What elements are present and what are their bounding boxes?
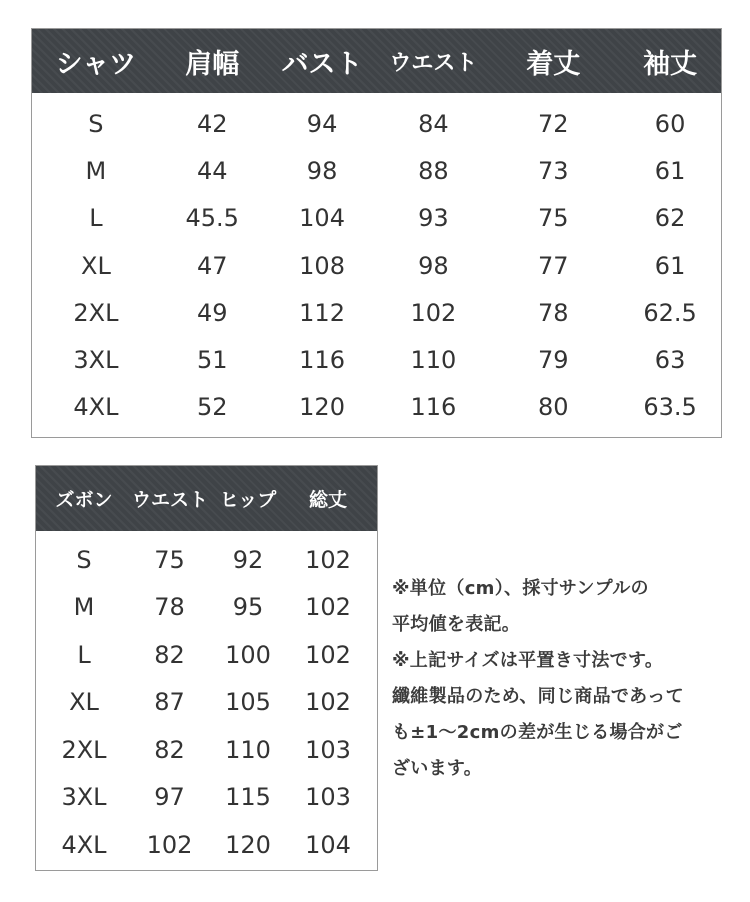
pants-table-body — [36, 531, 377, 869]
table-cell: 102 — [410, 298, 457, 327]
table-cell: 94 — [306, 109, 338, 138]
table-row — [36, 774, 377, 822]
table-cell: 61 — [654, 156, 686, 185]
table-row — [32, 289, 721, 336]
table-cell: 78 — [154, 593, 185, 622]
table-cell: 80 — [537, 393, 569, 422]
table-cell: 72 — [537, 109, 569, 138]
table-row — [36, 679, 377, 727]
pants-size-table — [35, 465, 378, 871]
table-cell: 95 — [232, 593, 264, 622]
table-cell: 82 — [154, 640, 185, 669]
shirt-table-body — [32, 93, 721, 431]
table-row — [36, 536, 377, 584]
table-cell: 63.5 — [643, 393, 697, 422]
table-cell: 105 — [225, 688, 271, 717]
table-cell: M — [85, 156, 107, 185]
pants-table-header — [36, 466, 377, 531]
table-cell: 3XL — [73, 346, 119, 375]
table-row — [32, 336, 721, 383]
table-cell: 108 — [299, 251, 345, 280]
table-cell: 2XL — [61, 735, 107, 764]
table-cell: 120 — [299, 393, 345, 422]
table-cell: 62 — [654, 204, 686, 233]
header-cell: ヒップ — [219, 489, 277, 511]
table-cell: 102 — [305, 545, 351, 574]
header-cell: ウエスト — [389, 50, 478, 76]
table-cell: 4XL — [61, 830, 107, 859]
table-cell: L — [77, 640, 91, 669]
table-cell: 110 — [225, 735, 271, 764]
table-cell: 116 — [299, 346, 345, 375]
table-cell: 100 — [225, 640, 271, 669]
table-cell: 62.5 — [643, 298, 697, 327]
table-cell: 63 — [654, 346, 686, 375]
table-cell: 120 — [225, 830, 271, 859]
table-cell: XL — [81, 251, 111, 280]
table-cell: 102 — [305, 640, 351, 669]
table-cell: 45.5 — [185, 204, 239, 233]
table-cell: 98 — [418, 251, 449, 280]
header-cell: 着丈 — [526, 48, 581, 80]
table-cell: 73 — [537, 156, 569, 185]
header-cell: シャツ — [55, 48, 137, 80]
header-cell: ズボン — [55, 489, 113, 511]
table-cell: 102 — [146, 830, 193, 859]
header-cell: バスト — [281, 48, 363, 80]
table-cell: 87 — [154, 688, 185, 717]
table-cell: 115 — [225, 783, 271, 812]
table-cell: 44 — [196, 156, 228, 185]
table-row — [32, 147, 721, 194]
table-cell: 2XL — [73, 298, 119, 327]
table-cell: 97 — [154, 783, 185, 812]
table-row — [36, 584, 377, 632]
note-line: ざいます。 — [392, 758, 483, 779]
header-cell: 袖丈 — [643, 48, 698, 80]
table-cell: 112 — [299, 298, 345, 327]
table-cell: 42 — [196, 109, 228, 138]
table-cell: 88 — [418, 156, 449, 185]
table-cell: 61 — [654, 251, 686, 280]
table-row — [36, 726, 377, 774]
table-row — [32, 100, 721, 147]
table-cell: 4XL — [73, 393, 119, 422]
table-cell: 82 — [154, 735, 185, 764]
table-cell: 104 — [299, 204, 345, 233]
table-cell: 110 — [410, 346, 457, 375]
header-cell: 肩幅 — [185, 48, 240, 80]
table-cell: 103 — [305, 735, 351, 764]
table-cell: S — [76, 545, 92, 574]
header-cell: ウエスト — [132, 489, 209, 511]
note-line: も±1〜2cmの差が生じる場合がご — [392, 722, 683, 743]
table-cell: 49 — [196, 298, 228, 327]
note-line: ※上記サイズは平置き寸法です。 — [392, 650, 664, 671]
size-notes — [392, 571, 747, 787]
note-line: 纖維製品のため、同じ商品であって — [392, 686, 684, 707]
table-cell: 60 — [654, 109, 686, 138]
table-cell: 84 — [418, 109, 449, 138]
table-cell: 103 — [305, 783, 351, 812]
table-cell: 75 — [154, 545, 185, 574]
table-cell: 102 — [305, 593, 351, 622]
table-cell: 116 — [410, 393, 457, 422]
table-cell: 47 — [196, 251, 228, 280]
table-cell: 93 — [418, 204, 449, 233]
table-cell: 75 — [537, 204, 569, 233]
table-cell: 78 — [537, 298, 569, 327]
table-cell: S — [88, 109, 104, 138]
table-cell: M — [73, 593, 95, 622]
note-line: ※単位（cm）、採寸サンプルの — [392, 578, 649, 599]
shirt-table-header — [32, 29, 721, 93]
table-cell: 104 — [305, 830, 351, 859]
table-row — [36, 821, 377, 869]
table-cell: 3XL — [61, 783, 107, 812]
table-row — [32, 195, 721, 242]
table-cell: 52 — [196, 393, 228, 422]
table-row — [32, 242, 721, 289]
table-cell: L — [89, 204, 103, 233]
header-cell: 総丈 — [308, 489, 347, 511]
shirt-size-table — [31, 28, 722, 438]
note-line: 平均値を表記。 — [392, 614, 521, 635]
table-cell: XL — [69, 688, 99, 717]
table-row — [36, 631, 377, 679]
table-cell: 51 — [196, 346, 228, 375]
table-row — [32, 384, 721, 431]
table-cell: 92 — [232, 545, 264, 574]
table-cell: 77 — [537, 251, 569, 280]
table-cell: 79 — [537, 346, 569, 375]
table-cell: 98 — [306, 156, 338, 185]
table-cell: 102 — [305, 688, 351, 717]
